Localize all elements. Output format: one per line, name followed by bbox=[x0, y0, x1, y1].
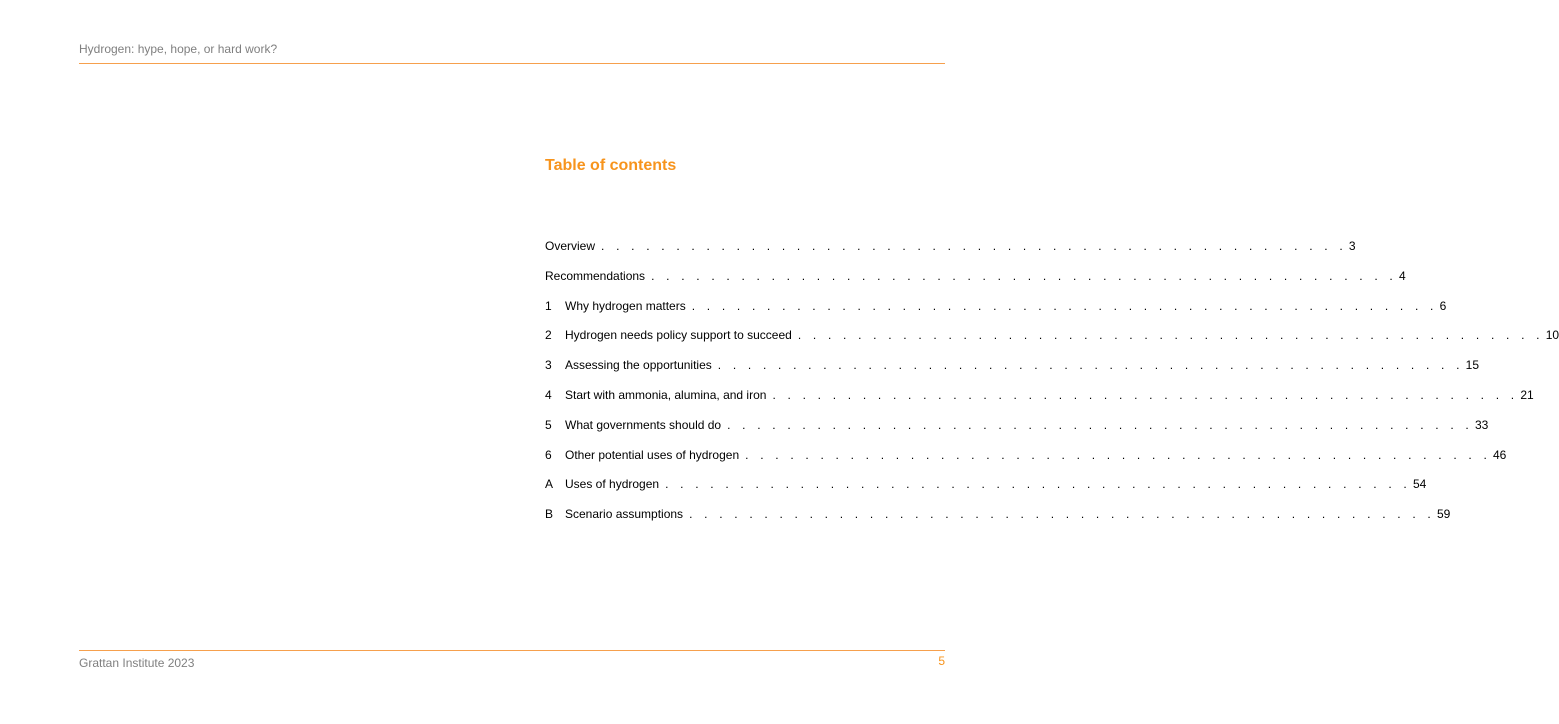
footer-divider bbox=[79, 650, 945, 651]
toc-dot-leader: . . . . . . . . . . . . . . . . . . . . . . . . . . . . . . . . . . . . . . . . . . . . . . . . . . bbox=[665, 477, 1411, 492]
toc-entry-number: 5 bbox=[545, 417, 552, 432]
toc-entry-recommendations[interactable] bbox=[545, 267, 1406, 297]
toc-entry-title: Scenario assumptions bbox=[565, 507, 684, 522]
toc-entry-number: 6 bbox=[545, 447, 552, 462]
toc-entry-page: 33 bbox=[1474, 417, 1489, 432]
toc-entry-number: 1 bbox=[545, 298, 552, 313]
toc-entry-chapter-4[interactable] bbox=[545, 386, 1534, 416]
toc-entry-page: 15 bbox=[1465, 358, 1479, 373]
toc-entry-number: 3 bbox=[545, 358, 552, 373]
toc-entry-title: Uses of hydrogen bbox=[565, 477, 660, 492]
toc-dot-leader: . . . . . . . . . . . . . . . . . . . . . . . . . . . . . . . . . . . . . . . . . . . . . . . . . . bbox=[717, 358, 1464, 373]
toc-entry-appendix-a[interactable] bbox=[545, 475, 1427, 505]
toc-dot-leader: . . . . . . . . . . . . . . . . . . . . . . . . . . . . . . . . . . . . . . . . . . . . . . . . . . bbox=[797, 328, 1544, 343]
toc-entry-chapter-2[interactable] bbox=[545, 326, 1559, 356]
toc-entry-number: 4 bbox=[545, 387, 552, 402]
header-divider bbox=[79, 63, 945, 64]
toc-entry-title: Hydrogen needs policy support to succeed bbox=[565, 328, 792, 343]
toc-entry-number: B bbox=[545, 507, 554, 522]
toc-entry-title: Other potential uses of hydrogen bbox=[565, 447, 740, 462]
toc-entry-chapter-3[interactable] bbox=[545, 356, 1479, 386]
toc-entry-title: Overview bbox=[545, 239, 596, 253]
toc-entry-title: What governments should do bbox=[565, 417, 722, 432]
toc-entry-title: Start with ammonia, alumina, and iron bbox=[565, 387, 767, 402]
toc-entry-title: Why hydrogen matters bbox=[565, 298, 686, 313]
footer-institute: Grattan Institute 2023 bbox=[79, 656, 195, 670]
page-number: 5 bbox=[938, 654, 945, 668]
toc-list bbox=[545, 237, 1559, 535]
toc-entry-title: Recommendations bbox=[545, 268, 646, 283]
toc-entry-chapter-1[interactable] bbox=[545, 297, 1447, 327]
toc-dot-leader: . . . . . . . . . . . . . . . . . . . . . . . . . . . . . . . . . . . . . . . . . . . . . . . . . . bbox=[691, 298, 1438, 313]
toc-entry-page: 59 bbox=[1436, 507, 1451, 522]
toc-entry-page: 21 bbox=[1520, 387, 1534, 402]
toc-entry-page: 54 bbox=[1412, 477, 1427, 492]
toc-entry-number: 2 bbox=[545, 328, 552, 343]
toc-entry-title: Assessing the opportunities bbox=[565, 358, 712, 373]
toc-entry-page: 10 bbox=[1545, 328, 1559, 343]
toc-dot-leader: . . . . . . . . . . . . . . . . . . . . . . . . . . . . . . . . . . . . . . . . . . . . . . . . . . bbox=[689, 507, 1435, 522]
toc-entry-number: A bbox=[545, 477, 554, 492]
toc-entry-page: 3 bbox=[1348, 239, 1356, 253]
toc-entry-page: 4 bbox=[1398, 268, 1406, 283]
toc-heading: Table of contents bbox=[545, 157, 677, 174]
toc-entry-chapter-6[interactable] bbox=[545, 446, 1507, 476]
running-header-title: Hydrogen: hype, hope, or hard work? bbox=[79, 42, 278, 56]
toc-entry-page: 6 bbox=[1439, 298, 1447, 313]
toc-entry-overview[interactable] bbox=[545, 237, 1356, 267]
toc-dot-leader: . . . . . . . . . . . . . . . . . . . . . . . . . . . . . . . . . . . . . . . . . . . . . . . . . . bbox=[727, 417, 1473, 432]
toc-entry-chapter-5[interactable] bbox=[545, 416, 1489, 446]
toc-dot-leader: . . . . . . . . . . . . . . . . . . . . . . . . . . . . . . . . . . . . . . . . . . . . . . . . . . bbox=[651, 268, 1397, 283]
toc-dot-leader: . . . . . . . . . . . . . . . . . . . . . . . . . . . . . . . . . . . . . . . . . . . . . . . . . . bbox=[772, 387, 1519, 402]
toc-dot-leader: . . . . . . . . . . . . . . . . . . . . . . . . . . . . . . . . . . . . . . . . . . . . . . . . . . bbox=[745, 447, 1491, 462]
toc-dot-leader: . . . . . . . . . . . . . . . . . . . . . . . . . . . . . . . . . . . . . . . . . . . . . . . . . . bbox=[601, 239, 1347, 253]
toc-entry-page: 46 bbox=[1493, 447, 1507, 462]
toc-entry-appendix-b[interactable] bbox=[545, 505, 1451, 535]
